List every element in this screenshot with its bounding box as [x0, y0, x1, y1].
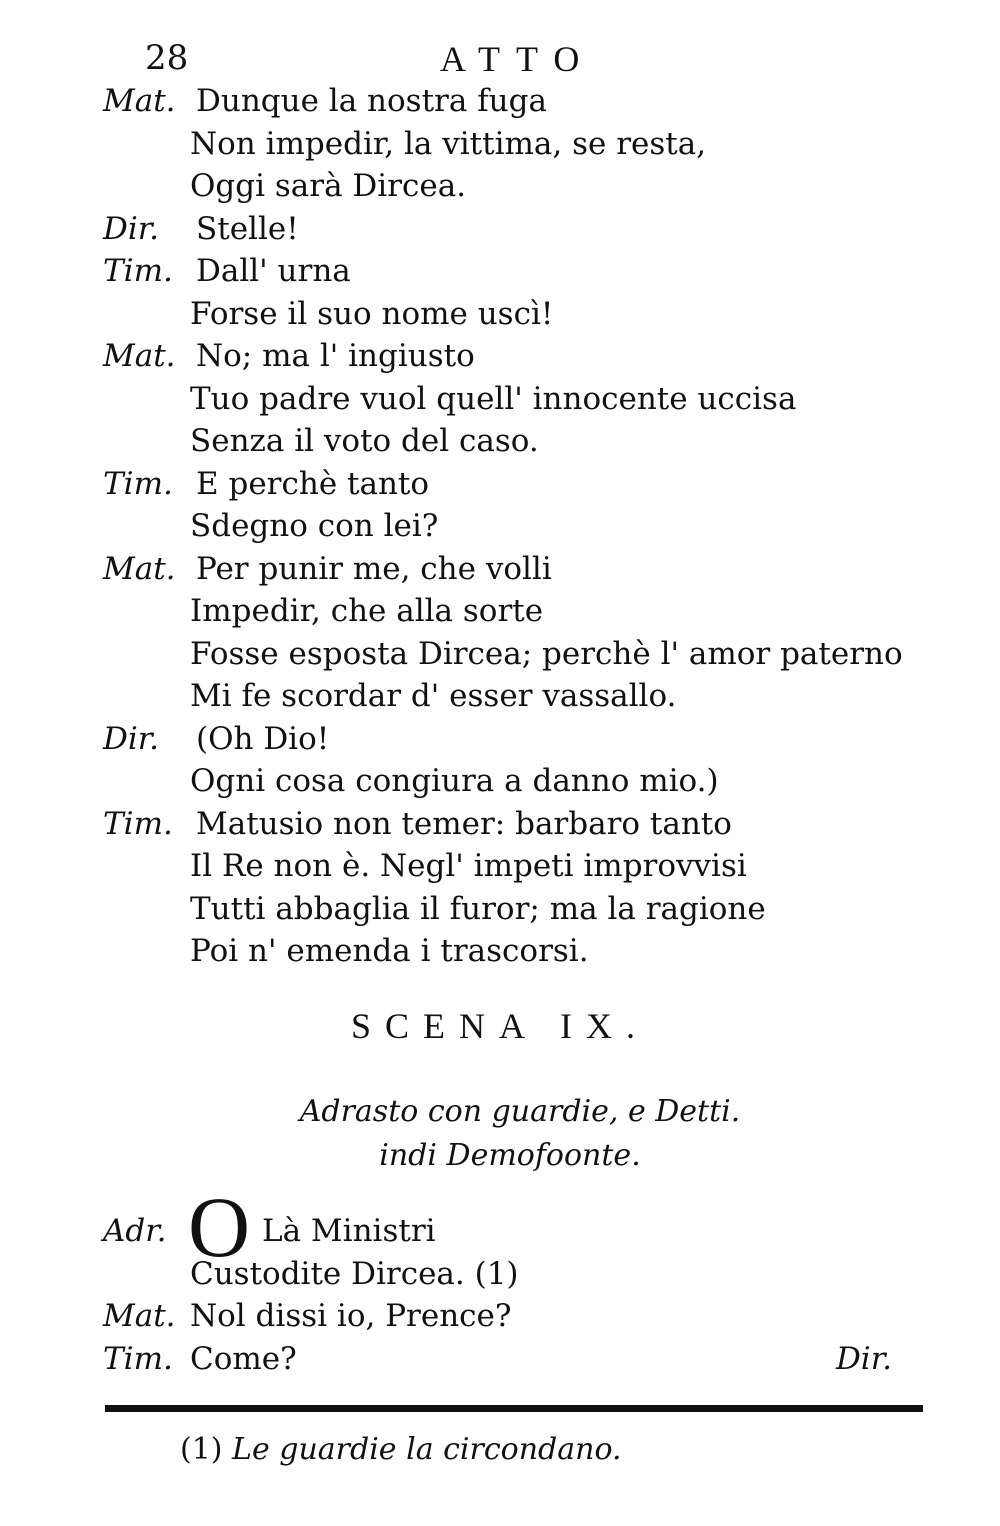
speaker-label: Tim. — [103, 1340, 173, 1377]
dialogue-line — [0, 675, 1000, 718]
speech-text: Poi n' emenda i trascorsi. — [190, 933, 589, 969]
speech-text: Non impedir, la vittima, se resta, — [190, 125, 707, 162]
speech-text: Fosse esposta Dircea; perchè l' amor paterno — [190, 635, 903, 672]
speech-text: Il Re non è. Negl' impeti improvvisi — [190, 848, 747, 884]
speech-text: Sdegno con lei? — [190, 508, 439, 544]
speech-text: Mi fe scordar d' esser vassallo. — [190, 678, 677, 714]
running-title: ATTO — [440, 39, 596, 79]
drop-cap: O — [188, 1179, 251, 1275]
speech-text: Dall' urna — [196, 253, 351, 289]
dialogue-line — [0, 250, 1000, 293]
dialogue-line — [0, 760, 1000, 803]
dialogue-line — [0, 505, 1000, 548]
dialogue-line — [0, 420, 1000, 463]
footnote-mark: (1) — [180, 1432, 223, 1467]
page-number: 28 — [145, 38, 189, 78]
dialogue-line — [0, 463, 1000, 506]
speech-text: Nol dissi io, Prence? — [190, 1298, 512, 1334]
speech-text: Come? — [190, 1340, 297, 1377]
speech-text: Ogni cosa congiura a danno mio.) — [190, 763, 719, 799]
dialogue-line — [0, 80, 1000, 123]
speaker-label: Adr. — [103, 1213, 167, 1249]
scene-title: SCENA IX. — [350, 1006, 650, 1046]
speech-text: Dunque la nostra fuga — [196, 83, 547, 119]
dialogue-line — [0, 845, 1000, 888]
dialogue-line — [0, 888, 1000, 931]
speaker-label: Mat. — [103, 83, 176, 119]
speaker-label: Mat. — [103, 1298, 176, 1334]
footnote — [180, 1432, 622, 1467]
speech-text: Matusio non temer: barbaro tanto — [196, 805, 732, 842]
speech-text: Impedir, che alla sorte — [190, 593, 544, 629]
speech-text: Tutti abbaglia il furor; ma la ragione — [190, 890, 766, 927]
speech-text: Oggi sarà Dircea. — [190, 168, 467, 204]
speech-text: Là Ministri — [262, 1213, 436, 1249]
speaker-label: Mat. — [103, 550, 176, 587]
speech-text: Senza il voto del caso. — [190, 423, 539, 459]
dialogue-line — [0, 633, 1000, 676]
dialogue-line — [0, 1338, 1000, 1381]
speech-text: Per punir me, che volli — [196, 550, 552, 587]
speaker-label: Dir. — [103, 720, 160, 757]
dialogue-line — [0, 378, 1000, 421]
speaker-label: Tim. — [103, 805, 173, 842]
speaker-label: Tim. — [103, 465, 173, 502]
catchword: Dir. — [835, 1340, 892, 1377]
dialogue-line — [0, 803, 1000, 846]
dialogue-line — [0, 930, 1000, 973]
speaker-label: Dir. — [103, 210, 160, 247]
dialogue-line — [0, 718, 1000, 761]
speech-text: Forse il suo nome uscì! — [190, 295, 554, 332]
speech-text: Stelle! — [196, 210, 299, 247]
speech-text: (Oh Dio! — [196, 720, 330, 757]
scene-dialogue-block — [0, 1179, 1000, 1380]
dialogue-line — [0, 335, 1000, 378]
dialogue-line — [0, 123, 1000, 166]
stage-direction: indi Demofoonte. — [379, 1138, 641, 1173]
dialogue-line — [0, 1253, 1000, 1296]
dialogue-line — [0, 590, 1000, 633]
dialogue-line — [0, 165, 1000, 208]
dialogue-line — [0, 548, 1000, 591]
footnote-rule — [105, 1405, 923, 1412]
footnote-text: Le guardie la circondano. — [232, 1432, 622, 1467]
dialogue-line — [0, 208, 1000, 251]
speech-text: No; ma l' ingiusto — [196, 338, 475, 374]
speech-text: Tuo padre vuol quell' innocente uccisa — [190, 380, 797, 417]
speaker-label: Tim. — [103, 253, 173, 289]
speech-text: E perchè tanto — [196, 465, 430, 502]
speaker-label: Mat. — [103, 338, 176, 374]
dialogue-block — [0, 80, 1000, 973]
stage-direction: Adrasto con guardie, e Detti. — [299, 1094, 741, 1129]
dialogue-line — [0, 1295, 1000, 1338]
speech-text: Custodite Dircea. (1) — [190, 1255, 519, 1292]
dialogue-line — [0, 293, 1000, 336]
